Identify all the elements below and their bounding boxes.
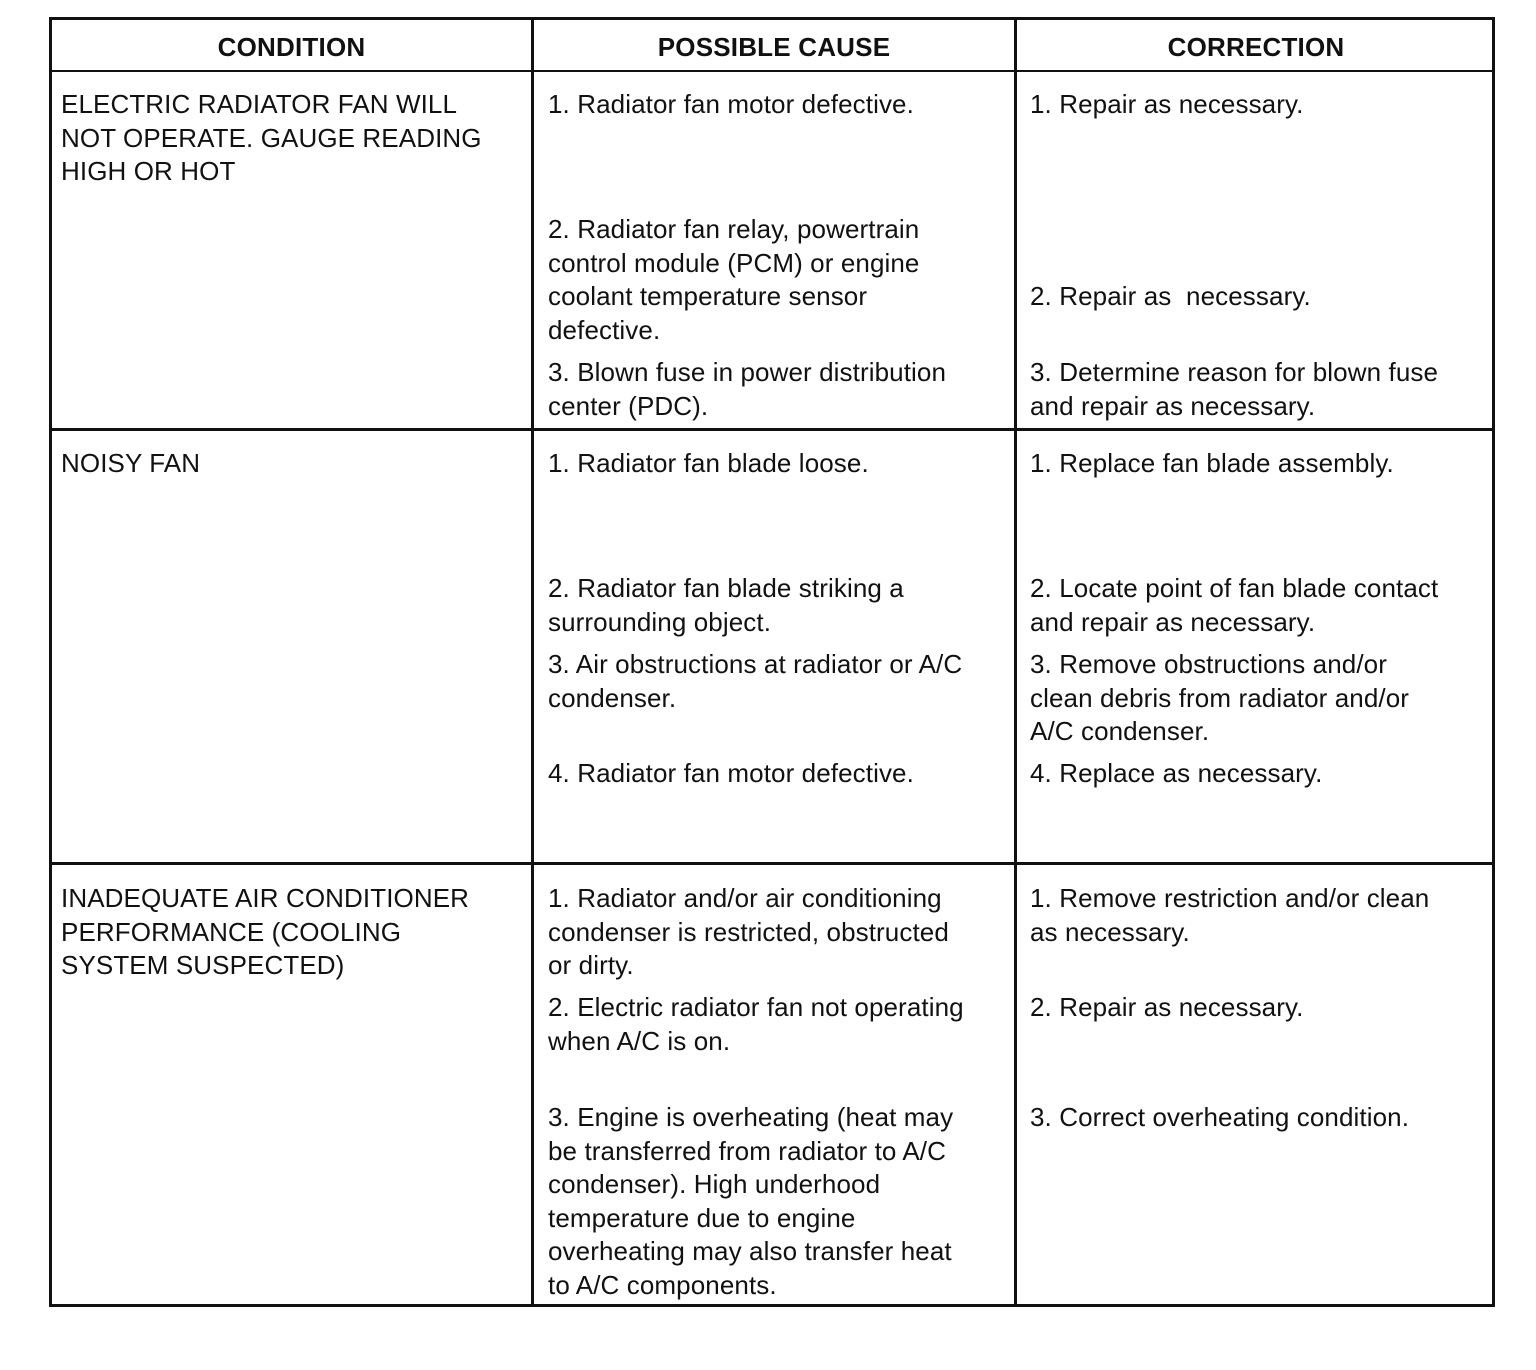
cause-line: 4. Radiator fan motor defective. [548,758,914,788]
cause-cell [548,991,964,1058]
correction-line: 4. Replace as necessary. [1030,758,1323,788]
correction-cell [1030,648,1409,749]
condition-cell [61,882,469,983]
correction-line: 1. Replace fan blade assembly. [1030,448,1394,478]
header-correction: CORRECTION [1167,32,1345,62]
correction-line: as necessary. [1030,916,1190,947]
cause-cell [548,88,914,122]
condition-cell [61,88,482,189]
condition-line: HIGH OR HOT [61,156,236,186]
condition-line: INADEQUATE AIR CONDITIONER [61,883,470,913]
cause-line: condenser). High underhood [548,1169,881,1199]
cause-cell [548,1101,953,1302]
row-divider [52,428,1492,431]
correction-cell [1030,356,1438,423]
condition-line: SYSTEM SUSPECTED) [61,950,345,980]
cause-line: control module (PCM) or engine [548,247,920,278]
correction-line: 1. Repair as necessary. [1030,89,1304,119]
cause-line: 3. Blown fuse in power distribution [548,357,947,387]
cause-cell [548,572,904,639]
correction-line: clean debris from radiator and/or [1030,682,1410,713]
cause-line: to A/C components. [548,1269,777,1300]
correction-line: 2. Repair as necessary. [1030,281,1311,311]
cause-cell [548,447,869,481]
cause-cell [548,757,914,791]
condition-line: PERFORMANCE (COOLING [61,916,402,947]
condition-cell [61,447,200,481]
cause-line: 2. Electric radiator fan not operating [548,992,964,1022]
correction-line: 3. Correct overheating condition. [1030,1102,1410,1132]
correction-cell [1030,88,1304,122]
cause-line: center (PDC). [548,390,709,421]
correction-line: 1. Remove restriction and/or clean [1030,883,1430,913]
correction-cell [1030,882,1429,949]
cause-line: 3. Air obstructions at radiator or A/C [548,649,963,679]
header-possible-cause: POSSIBLE CAUSE [657,32,891,62]
correction-line: and repair as necessary. [1030,606,1316,637]
cause-line: when A/C is on. [548,1025,731,1056]
condition-line: NOISY FAN [61,448,201,478]
cause-cell [548,882,949,983]
correction-line: 3. Determine reason for blown fuse [1030,357,1439,387]
cause-line: temperature due to engine [548,1202,856,1233]
cause-line: 1. Radiator fan blade loose. [548,448,869,478]
cause-line: condenser is restricted, obstructed [548,916,949,947]
condition-line: NOT OPERATE. GAUGE READING [61,122,482,153]
cause-line: 2. Radiator fan blade striking a [548,573,904,603]
cause-line: overheating may also transfer heat [548,1236,952,1266]
condition-line: ELECTRIC RADIATOR FAN WILL [61,89,458,119]
correction-cell [1030,572,1438,639]
correction-line: 3. Remove obstructions and/or [1030,649,1387,679]
correction-cell [1030,447,1394,481]
cause-line: 3. Engine is overheating (heat may [548,1102,954,1132]
diagnosis-table [49,17,1495,1307]
correction-line: A/C condenser. [1030,716,1210,746]
header-condition: CONDITION [217,32,366,62]
header-divider [52,70,1492,72]
cause-line: 1. Radiator and/or air conditioning [548,883,942,913]
correction-cell [1030,991,1304,1025]
column-divider [531,20,534,1304]
correction-line: 2. Repair as necessary. [1030,992,1304,1022]
cause-line: 1. Radiator fan motor defective. [548,89,914,119]
cause-cell [548,648,962,715]
cause-line: surrounding object. [548,606,772,637]
cause-line: 2. Radiator fan relay, powertrain [548,214,920,244]
column-divider [1014,20,1017,1304]
correction-cell [1030,1101,1409,1135]
cause-line: defective. [548,314,661,345]
cause-line: condenser. [548,682,677,713]
cause-line: be transferred from radiator to A/C [548,1135,947,1166]
cause-line: or dirty. [548,950,634,980]
row-divider [52,862,1492,865]
cause-line: coolant temperature sensor [548,281,868,311]
correction-line: 2. Locate point of fan blade contact [1030,573,1439,603]
cause-cell [548,356,946,423]
correction-line: and repair as necessary. [1030,390,1316,421]
cause-cell [548,213,920,347]
correction-cell [1030,757,1322,791]
